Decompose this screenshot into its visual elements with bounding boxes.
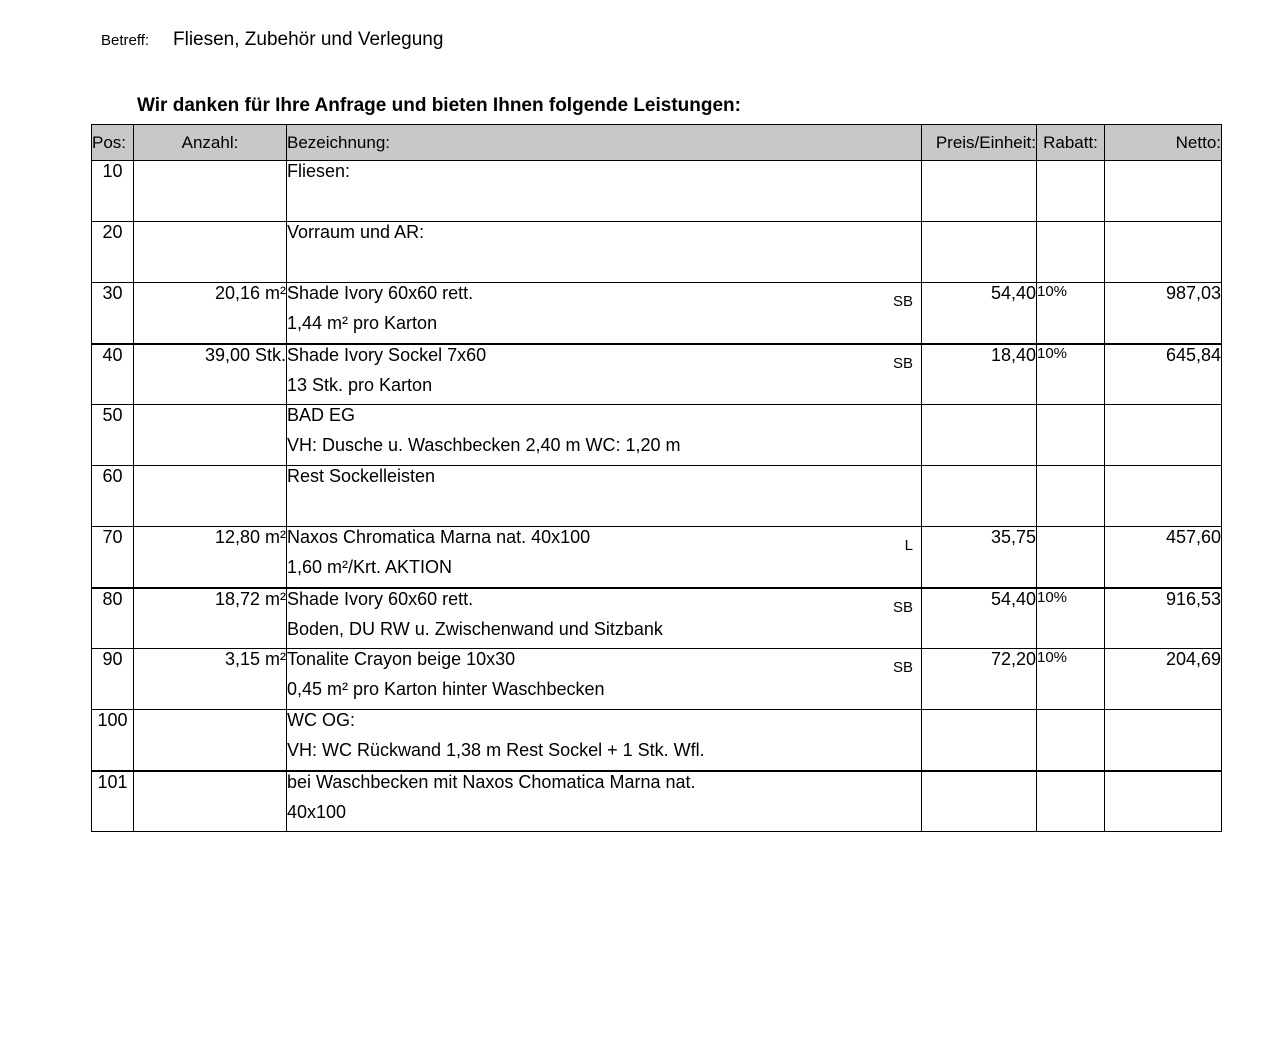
cell-rabatt [1037, 710, 1105, 771]
cell-anzahl [134, 710, 287, 771]
cell-preis: 35,75 [922, 527, 1037, 588]
cell-bezeichnung [287, 771, 922, 832]
bezeichnung-line-2: VH: Dusche u. Waschbecken 2,40 m WC: 1,20 m [287, 435, 681, 455]
cell-bezeichnung [287, 161, 922, 222]
bezeichnung-line-1: Naxos Chromatica Marna nat. 40x100 [287, 527, 591, 547]
cell-bezeichnung [287, 344, 922, 405]
cell-pos: 100 [92, 710, 134, 771]
cell-anzahl [134, 771, 287, 832]
bezeichnung-line-2: 1,44 m² pro Karton [287, 313, 438, 333]
table-row [92, 344, 1222, 405]
bezeichnung-line-1: Shade Ivory 60x60 rett. [287, 588, 474, 609]
cell-preis: 54,40 [922, 283, 1037, 344]
bezeichnung-line-1: Shade Ivory Sockel 7x60 [287, 344, 487, 365]
cell-pos: 90 [92, 649, 134, 710]
bezeichnung-line-1: Fliesen: [287, 161, 351, 181]
table-row [92, 710, 1222, 771]
cell-netto [1105, 405, 1222, 466]
cell-pos: 60 [92, 466, 134, 527]
subject-value: Fliesen, Zubehör und Verlegung [173, 29, 444, 50]
cell-pos: 101 [92, 771, 134, 832]
column-header-preis: Preis/Einheit: [922, 125, 1037, 161]
bezeichnung-line-1: bei Waschbecken mit Naxos Chomatica Marna nat. [287, 771, 696, 792]
cell-pos: 20 [92, 222, 134, 283]
cell-rabatt [1037, 405, 1105, 466]
cell-rabatt [1037, 222, 1105, 283]
cell-pos: 80 [92, 588, 134, 649]
bezeichnung-line-2: Boden, DU RW u. Zwischenwand und Sitzbank [287, 618, 663, 639]
cell-rabatt [1037, 527, 1105, 588]
cell-anzahl: 39,00 Stk. [134, 344, 287, 405]
cell-netto: 645,84 [1105, 344, 1222, 405]
bezeichnung-line-1: Shade Ivory 60x60 rett. [287, 283, 474, 303]
cell-rabatt [1037, 771, 1105, 832]
cell-preis [922, 771, 1037, 832]
cell-anzahl: 18,72 m² [134, 588, 287, 649]
cell-bezeichnung [287, 527, 922, 588]
cell-bezeichnung [287, 588, 922, 649]
supplier-tag: SB [892, 659, 913, 676]
cell-preis [922, 222, 1037, 283]
cell-netto: 916,53 [1105, 588, 1222, 649]
cell-pos: 70 [92, 527, 134, 588]
cell-netto [1105, 161, 1222, 222]
column-header-anzahl: Anzahl: [134, 125, 287, 161]
cell-anzahl [134, 405, 287, 466]
cell-anzahl [134, 222, 287, 283]
column-header-pos: Pos: [92, 125, 134, 161]
cell-netto [1105, 466, 1222, 527]
table-row [92, 466, 1222, 527]
column-header-rabatt: Rabatt: [1037, 125, 1105, 161]
cell-pos: 40 [92, 344, 134, 405]
cell-pos: 10 [92, 161, 134, 222]
bezeichnung-line-1: Vorraum und AR: [287, 222, 425, 242]
cell-preis: 72,20 [922, 649, 1037, 710]
supplier-tag: SB [892, 354, 913, 372]
cell-bezeichnung [287, 710, 922, 771]
bezeichnung-line-1: Tonalite Crayon beige 10x30 [287, 649, 516, 669]
cell-bezeichnung [287, 466, 922, 527]
cell-bezeichnung [287, 222, 922, 283]
supplier-tag: L [904, 537, 913, 554]
cell-preis: 54,40 [922, 588, 1037, 649]
table-row [92, 222, 1222, 283]
cell-netto: 204,69 [1105, 649, 1222, 710]
cell-anzahl [134, 161, 287, 222]
supplier-tag: SB [892, 598, 913, 616]
intro-text: Wir danken für Ihre Anfrage und bieten Ihnen folgende Leistungen: [137, 95, 741, 116]
bezeichnung-line-2 [287, 247, 921, 277]
cell-rabatt: 10% [1037, 283, 1105, 344]
cell-netto [1105, 710, 1222, 771]
table-row [92, 771, 1222, 832]
cell-anzahl: 20,16 m² [134, 283, 287, 344]
column-header-netto: Netto: [1105, 125, 1222, 161]
bezeichnung-line-1: Rest Sockelleisten [287, 466, 436, 486]
column-header-bezeichnung: Bezeichnung: [287, 125, 922, 161]
cell-pos: 50 [92, 405, 134, 466]
table-row [92, 283, 1222, 344]
cell-anzahl [134, 466, 287, 527]
bezeichnung-line-2 [287, 186, 921, 216]
cell-bezeichnung [287, 649, 922, 710]
cell-preis [922, 405, 1037, 466]
bezeichnung-line-2: VH: WC Rückwand 1,38 m Rest Sockel + 1 Stk. Wfl. [287, 740, 705, 760]
table-body [92, 161, 1222, 832]
cell-bezeichnung [287, 283, 922, 344]
cell-preis [922, 710, 1037, 771]
bezeichnung-line-1: WC OG: [287, 710, 355, 730]
cell-netto: 987,03 [1105, 283, 1222, 344]
table-row [92, 405, 1222, 466]
cell-anzahl: 12,80 m² [134, 527, 287, 588]
bezeichnung-line-2: 13 Stk. pro Karton [287, 374, 433, 395]
cell-preis: 18,40 [922, 344, 1037, 405]
cell-preis [922, 161, 1037, 222]
cell-netto [1105, 771, 1222, 832]
subject-label: Betreff: [101, 32, 150, 49]
cell-rabatt [1037, 161, 1105, 222]
subject-line [101, 29, 443, 51]
cell-rabatt [1037, 466, 1105, 527]
cell-pos: 30 [92, 283, 134, 344]
cell-bezeichnung [287, 405, 922, 466]
table-row [92, 649, 1222, 710]
supplier-tag: SB [892, 293, 913, 310]
table-row [92, 161, 1222, 222]
bezeichnung-line-2: 40x100 [287, 801, 347, 822]
cell-preis [922, 466, 1037, 527]
offer-table [91, 124, 1222, 832]
bezeichnung-line-1: BAD EG [287, 405, 356, 425]
cell-rabatt: 10% [1037, 588, 1105, 649]
bezeichnung-line-2: 0,45 m² pro Karton hinter Waschbecken [287, 679, 605, 699]
cell-rabatt: 10% [1037, 649, 1105, 710]
bezeichnung-line-2 [287, 491, 921, 521]
cell-netto [1105, 222, 1222, 283]
table-row [92, 588, 1222, 649]
cell-anzahl: 3,15 m² [134, 649, 287, 710]
bezeichnung-line-2: 1,60 m²/Krt. AKTION [287, 557, 453, 577]
table-row [92, 527, 1222, 588]
cell-netto: 457,60 [1105, 527, 1222, 588]
cell-rabatt: 10% [1037, 344, 1105, 405]
